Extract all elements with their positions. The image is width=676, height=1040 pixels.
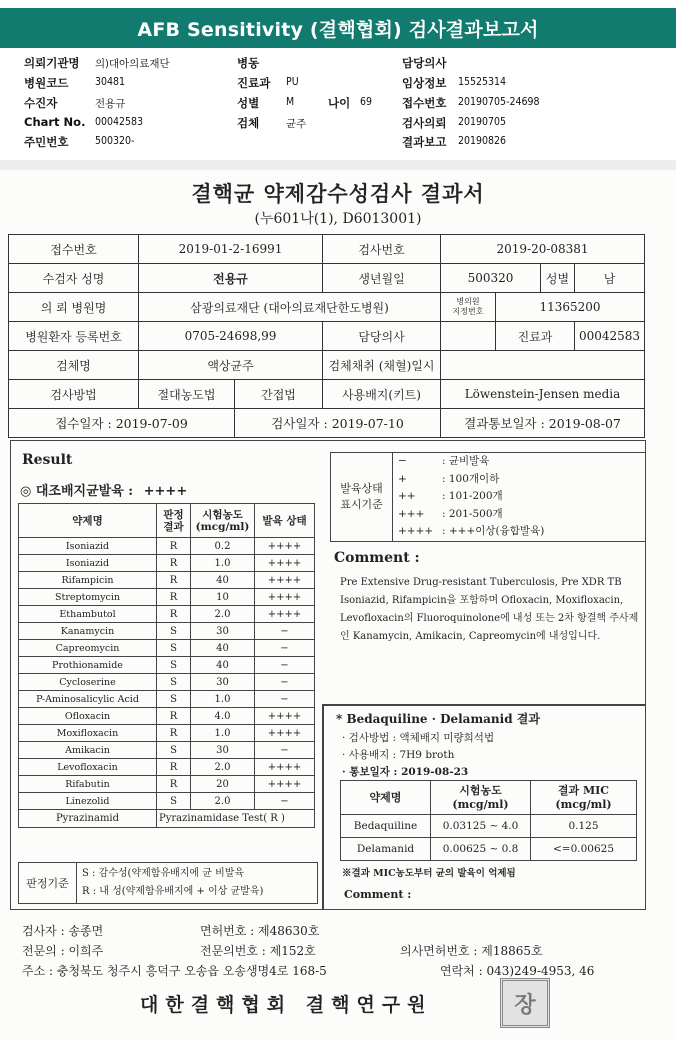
header-value: 20190705 xyxy=(458,116,507,128)
header-label: 병동 xyxy=(237,56,260,70)
bd-notify: · 통보일자 : 2019-08-23 xyxy=(342,766,469,778)
mic-cell: 0.00625 ~ 0.8 xyxy=(431,838,531,861)
drug-growth: − xyxy=(255,742,315,759)
drug-concentration: 40 xyxy=(191,657,255,674)
drug-concentration: 20 xyxy=(191,776,255,793)
legend-meaning: : 201-500개 xyxy=(442,507,503,520)
drug-row xyxy=(19,606,315,623)
comment-title: Comment : xyxy=(334,550,420,566)
legend-label: 발육상태 표시기준 xyxy=(331,452,393,542)
drug-row xyxy=(19,708,315,725)
drug-name: Isoniazid xyxy=(19,538,157,555)
drug-concentration: 10 xyxy=(191,589,255,606)
drug-concentration: 2.0 xyxy=(191,759,255,776)
info-value: 전용규 xyxy=(139,264,323,293)
legend-meaning: : 101-200개 xyxy=(442,490,503,502)
scanned-report xyxy=(0,170,676,1040)
drug-concentration: 30 xyxy=(191,742,255,759)
inspector: 검사자 : 송종면 xyxy=(22,924,104,938)
info-label: 병의원 지정번호 xyxy=(441,293,496,322)
header-value: 20190705-24698 xyxy=(458,96,540,108)
drug-name: Moxifloxacin xyxy=(19,725,157,742)
legend-item xyxy=(398,506,643,524)
legend-symbol: − xyxy=(398,455,407,467)
mic-cell: Bedaquiline xyxy=(341,815,431,838)
drug-result: R xyxy=(157,708,191,725)
result-title: Result xyxy=(22,452,73,468)
drug-concentration: 40 xyxy=(191,572,255,589)
header-value: M xyxy=(286,96,295,108)
drug-col-header: 시험농도 (mcg/ml) xyxy=(191,504,255,538)
info-value: 2019-01-2-16991 xyxy=(139,235,323,264)
info-value: 00042583 xyxy=(575,322,645,351)
organization-name: 대한결핵협회 결핵연구원 xyxy=(140,994,433,1016)
control-growth xyxy=(20,480,187,499)
legend-symbol: + xyxy=(398,472,407,485)
received-value: 2019-07-09 xyxy=(115,416,188,431)
bd-method: · 검사방법 : 액체배지 미량희석법 xyxy=(342,732,495,744)
criteria-lines xyxy=(82,865,263,901)
drug-name: Streptomycin xyxy=(19,589,157,606)
mic-col-header: 약제명 xyxy=(341,781,431,815)
info-value: 2019-20-08381 xyxy=(441,235,645,264)
contact: 연락처 : 043)249-4953, 46 xyxy=(440,964,595,978)
legend-meaning: : +++이상(융합발육) xyxy=(442,525,545,537)
header-label: 성별 xyxy=(237,96,260,110)
notified-label: 결과통보일자 : xyxy=(464,416,545,431)
info-label: 검사방법 xyxy=(9,380,139,409)
info-value xyxy=(441,322,496,351)
drug-concentration: 30 xyxy=(191,674,255,691)
drug-row xyxy=(19,674,315,691)
drug-row xyxy=(19,538,315,555)
drug-concentration: 30 xyxy=(191,623,255,640)
drug-result: R xyxy=(157,606,191,623)
legend-item xyxy=(398,453,643,471)
drug-name: Ofloxacin xyxy=(19,708,157,725)
report-title: AFB Sensitivity (결핵협회) 검사결과보고서 xyxy=(0,8,676,48)
header-label: 결과보고 xyxy=(402,135,447,149)
header-label: 진료과 xyxy=(237,76,271,90)
info-value: 액상균주 xyxy=(139,351,323,380)
bd-medium: · 사용배지 : 7H9 broth xyxy=(342,749,455,761)
drug-name: Linezolid xyxy=(19,793,157,810)
drug-result: S xyxy=(157,674,191,691)
drug-growth: ++++ xyxy=(255,572,315,589)
drug-name: Cycloserine xyxy=(19,674,157,691)
info-value: Löwenstein-Jensen media xyxy=(441,380,645,409)
drug-result: R xyxy=(157,538,191,555)
header-info xyxy=(0,52,676,154)
header-value: 15525314 xyxy=(458,76,507,88)
legend-symbol: ++ xyxy=(398,490,416,502)
drug-concentration: 2.0 xyxy=(191,606,255,623)
header-value: 00042583 xyxy=(95,116,144,128)
notified-date xyxy=(441,409,645,438)
header-label: 담당의사 xyxy=(402,56,447,70)
drug-row xyxy=(19,589,315,606)
drug-growth: − xyxy=(255,674,315,691)
legend-symbol: +++ xyxy=(398,507,425,520)
info-label: 검체채취 (채혈)일시 xyxy=(323,351,441,380)
legend-item xyxy=(398,523,643,541)
drug-concentration: 1.0 xyxy=(191,725,255,742)
header-value: 전용규 xyxy=(95,98,126,110)
drug-result: R xyxy=(157,776,191,793)
drug-name: Isoniazid xyxy=(19,555,157,572)
drug-result: R xyxy=(157,589,191,606)
bd-comment: Comment : xyxy=(344,888,412,901)
drug-name: Rifampicin xyxy=(19,572,157,589)
control-label: ◎ 대조배지균발육 : xyxy=(20,484,134,499)
drug-name: Capreomycin xyxy=(19,640,157,657)
specialist-number: 전문의번호 : 제152호 xyxy=(200,944,316,958)
drug-name: P-Aminosalicylic Acid xyxy=(19,691,157,708)
criteria-label: 판정기준 xyxy=(19,862,77,904)
drug-concentration: 0.2 xyxy=(191,538,255,555)
drug-row xyxy=(19,742,315,759)
tested-date xyxy=(235,409,441,438)
comment-text xyxy=(340,574,645,646)
header-label: 의뢰기관명 xyxy=(24,56,80,70)
drug-growth: ++++ xyxy=(255,708,315,725)
drug-growth: ++++ xyxy=(255,759,315,776)
drug-name: Kanamycin xyxy=(19,623,157,640)
form-title: 결핵균 약제감수성검사 결과서 xyxy=(191,181,485,206)
drug-result: S xyxy=(157,691,191,708)
mic-col-header: 시험농도 (mcg/ml) xyxy=(431,781,531,815)
drug-col-header: 판정 결과 xyxy=(157,504,191,538)
legend-meaning: : 100개이하 xyxy=(442,472,500,485)
drug-growth: − xyxy=(255,657,315,674)
received-label: 접수일자 : xyxy=(55,416,112,431)
info-value xyxy=(441,351,645,380)
header-value: 30481 xyxy=(95,76,126,88)
drug-result: R xyxy=(157,555,191,572)
drug-name: Prothionamide xyxy=(19,657,157,674)
drug-col-header: 발육 상태 xyxy=(255,504,315,538)
control-value: ++++ xyxy=(143,484,188,499)
drug-growth: ++++ xyxy=(255,589,315,606)
tested-label: 검사일자 : xyxy=(271,416,328,431)
drug-growth: − xyxy=(255,623,315,640)
mic-row xyxy=(341,815,637,838)
drug-result: R xyxy=(157,759,191,776)
info-label: 검사번호 xyxy=(323,235,441,264)
drug-concentration: 1.0 xyxy=(191,691,255,708)
info-label: 검체명 xyxy=(9,351,139,380)
mic-note: ※결과 MIC농도부터 균의 발육이 억제됨 xyxy=(342,868,516,879)
comment-line: Pre Extensive Drug-resistant Tuberculosis, Pre XDR TB xyxy=(340,577,622,588)
header-label: 검사의뢰 xyxy=(402,116,447,130)
info-label: 의 뢰 병원명 xyxy=(9,293,139,322)
drug-concentration: 1.0 xyxy=(191,555,255,572)
legend-meaning: : 균비발육 xyxy=(442,455,490,467)
drug-result: S xyxy=(157,793,191,810)
mic-cell: Delamanid xyxy=(341,838,431,861)
header-label: 수진자 xyxy=(24,96,58,110)
age-label: 나이 xyxy=(328,96,351,110)
mic-cell: 0.03125 ~ 4.0 xyxy=(431,815,531,838)
legend-item xyxy=(398,471,643,489)
drug-growth: − xyxy=(255,793,315,810)
doctor-license: 의사면허번호 : 제18865호 xyxy=(400,944,543,958)
drug-growth: ++++ xyxy=(255,538,315,555)
drug-name: Ethambutol xyxy=(19,606,157,623)
received-date xyxy=(9,409,235,438)
pyrazinamid-test: Pyrazinamidase Test( R ) xyxy=(157,810,315,828)
info-label: 진료과 xyxy=(496,322,575,351)
info-label: 사용배지(키트) xyxy=(323,380,441,409)
drug-col-header: 약제명 xyxy=(19,504,157,538)
drug-row xyxy=(19,793,315,810)
header-label: 병원코드 xyxy=(24,76,69,90)
drug-susceptibility-table xyxy=(18,503,315,828)
drug-row xyxy=(19,759,315,776)
info-value: 500320 xyxy=(441,264,541,293)
drug-concentration: 4.0 xyxy=(191,708,255,725)
header-label: 주민번호 xyxy=(24,135,69,149)
info-value: 절대농도법 xyxy=(139,380,235,409)
drug-row xyxy=(19,623,315,640)
drug-result: R xyxy=(157,725,191,742)
drug-row xyxy=(19,657,315,674)
drug-name: Rifabutin xyxy=(19,776,157,793)
header-value: 500320- xyxy=(95,135,135,147)
drug-concentration: 40 xyxy=(191,640,255,657)
drug-row xyxy=(19,725,315,742)
header-value: 의)대아의료재단 xyxy=(95,58,170,70)
drug-growth: − xyxy=(255,640,315,657)
info-label: 수검자 성명 xyxy=(9,264,139,293)
drug-growth: ++++ xyxy=(255,725,315,742)
info-label: 성별 xyxy=(541,264,575,293)
header-value: PU xyxy=(286,76,299,88)
mic-cell: <=0.00625 xyxy=(531,838,637,861)
legend-lines xyxy=(398,453,643,541)
mic-cell: 0.125 xyxy=(531,815,637,838)
age-value: 69 xyxy=(360,96,373,108)
drug-concentration: 2.0 xyxy=(191,793,255,810)
official-seal: 장 xyxy=(500,978,550,1028)
header-label: 접수번호 xyxy=(402,96,447,110)
drug-row xyxy=(19,555,315,572)
drug-growth: ++++ xyxy=(255,555,315,572)
info-label: 담당의사 xyxy=(323,322,441,351)
legend-item xyxy=(398,488,643,506)
comment-line: Isoniazid, Rifampicin을 포함하며 Ofloxacin, Moxifloxacin, Levofloxacin의 Fluoroquinolone에 내성 또는 2차 항결핵 주사제인 Kanamycin, Amikacin, Capreomycin에 내성입니다. xyxy=(340,595,639,642)
pyrazinamid-name: Pyrazinamid xyxy=(19,810,157,828)
info-label: 접수번호 xyxy=(9,235,139,264)
legend-symbol: ++++ xyxy=(398,525,434,537)
drug-growth: ++++ xyxy=(255,606,315,623)
specialist: 전문의 : 이희주 xyxy=(22,944,104,958)
info-value: 11365200 xyxy=(496,293,645,322)
header-value: 20190826 xyxy=(458,135,507,147)
form-subtitle: (누601나(1), D6013001) xyxy=(254,211,422,227)
drug-result: S xyxy=(157,657,191,674)
drug-result: S xyxy=(157,742,191,759)
drug-name: Levofloxacin xyxy=(19,759,157,776)
header-label: Chart No. xyxy=(24,115,86,129)
mic-table xyxy=(340,780,637,861)
header-value: 균주 xyxy=(286,118,307,130)
drug-result: S xyxy=(157,640,191,657)
mic-col-header: 결과 MIC (mcg/ml) xyxy=(531,781,637,815)
mic-row xyxy=(341,838,637,861)
drug-name: Amikacin xyxy=(19,742,157,759)
notified-value: 2019-08-07 xyxy=(548,416,621,431)
criteria-line: R : 내 성(약제함유배지에 + 이상 균발육) xyxy=(82,886,264,897)
drug-growth: ++++ xyxy=(255,776,315,793)
info-value: 0705-24698,99 xyxy=(139,322,323,351)
info-label: 생년월일 xyxy=(323,264,441,293)
drug-result: R xyxy=(157,572,191,589)
header-label: 임상정보 xyxy=(402,76,447,90)
info-value: 삼광의료재단 (대아의료재단한도병원) xyxy=(139,293,441,322)
separator xyxy=(0,160,676,170)
address: 주소 : 충청북도 청주시 흥덕구 오송읍 오송생명4로 168-5 xyxy=(22,964,327,978)
patient-info-table xyxy=(8,234,645,438)
header-label: 검체 xyxy=(237,116,260,130)
criteria-line: S : 감수성(약제함유배지에 균 비발육 xyxy=(82,868,245,879)
tested-value: 2019-07-10 xyxy=(331,416,404,431)
info-label: 병원환자 등록번호 xyxy=(9,322,139,351)
drug-row xyxy=(19,572,315,589)
info-value: 간접법 xyxy=(235,380,323,409)
info-value: 남 xyxy=(575,264,645,293)
bd-title: * Bedaquiline · Delamanid 결과 xyxy=(336,712,540,726)
inspector-license: 면허번호 : 제48630호 xyxy=(200,924,320,938)
drug-growth: − xyxy=(255,691,315,708)
drug-result: S xyxy=(157,623,191,640)
drug-row xyxy=(19,640,315,657)
drug-row xyxy=(19,776,315,793)
drug-row xyxy=(19,691,315,708)
